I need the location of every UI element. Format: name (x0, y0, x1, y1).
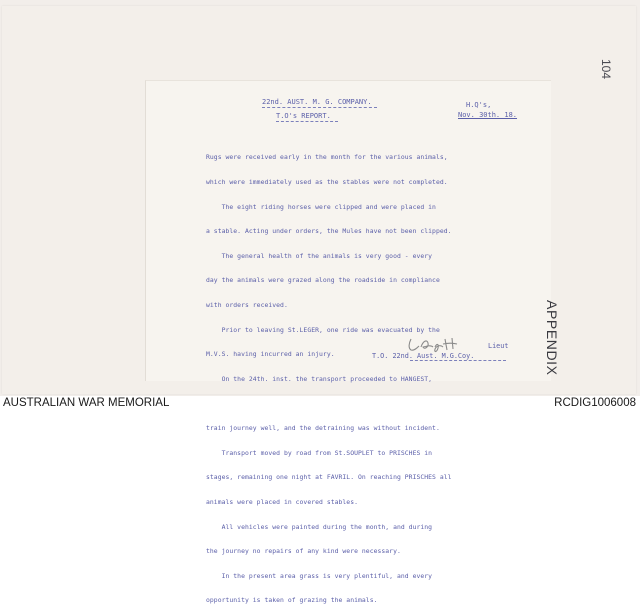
body-line: day the animals were grazed along the roadside in compliance (206, 276, 440, 285)
archive-footer (0, 396, 640, 414)
record-id: RCDIG1006008 (554, 397, 636, 409)
report-date: Nov. 30th. 18. (458, 111, 518, 119)
archive-name: AUSTRALIAN WAR MEMORIAL (3, 397, 170, 409)
body-line: Rugs were received early in the month for the various animals, (206, 153, 448, 162)
body-line: The general health of the animals is very good - every (206, 251, 433, 260)
signature-underline (410, 360, 506, 361)
unit-heading: 22nd. AUST. M. G. COMPANY. (262, 98, 372, 106)
body-line: a stable. Acting under orders, the Mules have not been clipped. (206, 227, 452, 236)
signature-block: T.O. 22nd. Aust. M.G.Coy. (372, 352, 475, 360)
body-line: with orders received. (206, 301, 288, 310)
report-heading-underline (276, 121, 338, 122)
hq-label: H.Q's, (466, 101, 492, 109)
body-line: All vehicles were painted during the month, and during (206, 522, 433, 531)
appendix-label: APPENDIX (544, 300, 560, 376)
body-line: In the present area grass is very plentiful, and every (206, 571, 433, 580)
body-line: Transport moved by road from St.SOUPLET to PRISCHES in (206, 448, 433, 457)
body-line: opportunity is taken of grazing the animals. (206, 596, 378, 605)
report-body (206, 137, 452, 613)
body-line: train journey well, and the detraining was without incident. (206, 424, 440, 433)
page-number: 104 (599, 58, 614, 80)
body-line: the journey no repairs of any kind were necessary. (206, 547, 401, 556)
body-line: The eight riding horses were clipped and were placed in (206, 202, 436, 211)
body-line: animals were placed in covered stables. (206, 497, 359, 506)
report-heading: T.O's REPORT. (276, 112, 331, 120)
body-line: On the 24th. inst. the transport proceeded to HANGEST, (206, 374, 433, 383)
unit-heading-underline (262, 107, 377, 108)
body-line: M.V.S. having incurred an injury. (206, 350, 335, 359)
body-line: Prior to leaving St.LEGER, one ride was evacuated by the (206, 325, 440, 334)
body-line: stages, remaining one night at FAVRIL. On reaching PRISCHES all (206, 473, 452, 482)
rank-label: Lieut (488, 342, 509, 350)
body-line: which were immediately used as the stables were not completed. (206, 178, 448, 187)
